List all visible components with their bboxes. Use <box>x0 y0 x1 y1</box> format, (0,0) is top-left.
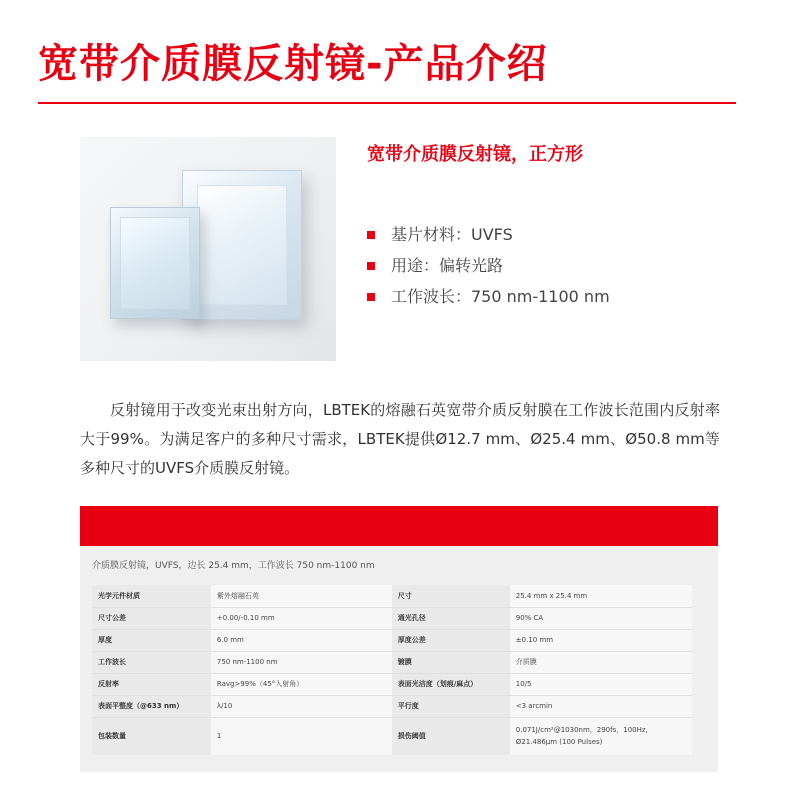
spec-label: 损伤阈值 <box>392 717 510 755</box>
feature-text: 基片材料：UVFS <box>391 225 513 244</box>
spec-label: 平行度 <box>392 695 510 717</box>
table-row <box>92 629 692 651</box>
spec-value: <3 arcmin <box>510 695 692 717</box>
spec-label: 包装数量 <box>92 717 211 755</box>
table-row <box>92 651 692 673</box>
spec-value: 1 <box>211 717 392 755</box>
spec-label: 表面光洁度（划痕/麻点） <box>392 673 510 695</box>
table-row <box>92 695 692 717</box>
product-photo <box>80 137 336 361</box>
title-divider <box>38 102 736 104</box>
spec-label: 工作波长 <box>92 651 211 673</box>
spec-label: 尺寸公差 <box>92 607 211 629</box>
table-row <box>92 673 692 695</box>
feature-text: 工作波长：750 nm-1100 nm <box>391 287 610 306</box>
spec-value: 90% CA <box>510 607 692 629</box>
table-row <box>92 585 692 607</box>
feature-item <box>367 284 610 315</box>
feature-text: 用途：偏转光路 <box>391 256 504 275</box>
bullet-icon <box>367 262 375 270</box>
feature-item <box>367 253 610 284</box>
bullet-icon <box>367 293 375 301</box>
spec-label: 镀膜 <box>392 651 510 673</box>
spec-value: 紫外熔融石英 <box>211 585 392 607</box>
spec-value: 750 nm-1100 nm <box>211 651 392 673</box>
spec-label: 厚度 <box>92 629 211 651</box>
spec-card-title: 介质膜反射镜，UVFS，边长 25.4 mm，工作波长 750 nm-1100 nm <box>92 561 375 571</box>
spec-table <box>92 585 692 755</box>
spec-value: 25.4 mm x 25.4 mm <box>510 585 692 607</box>
spec-value: Ravg>99%（45°入射角） <box>211 673 392 695</box>
feature-item <box>367 222 610 253</box>
spec-label: 表面平整度（@633 nm） <box>92 695 211 717</box>
damage-threshold-line-2: Ø21.486μm (100 Pulses) <box>515 738 603 747</box>
spec-card-header-bar <box>80 506 718 546</box>
spec-label: 尺寸 <box>392 585 510 607</box>
spec-value: λ/10 <box>211 695 392 717</box>
spec-value: 介质膜 <box>510 651 692 673</box>
spec-label: 光学元件材质 <box>92 585 211 607</box>
feature-list <box>367 222 610 315</box>
spec-value: 6.0 mm <box>211 629 392 651</box>
small-mirror-image <box>110 207 200 319</box>
spec-label: 反射率 <box>92 673 211 695</box>
page-title: 宽带介质膜反射镜-产品介绍 <box>38 41 548 87</box>
product-description: 反射镜用于改变光束出射方向，LBTEK的熔融石英宽带介质反射膜在工作波长范围内反射率大于99%。为满足客户的多种尺寸需求，LBTEK提供Ø12.7 mm、Ø25.4 mm、Ø50.8 mm等多种尺寸的UVFS介质膜反射镜。 <box>80 401 720 477</box>
spec-card <box>80 506 718 772</box>
spec-value: 10/5 <box>510 673 692 695</box>
damage-threshold-line-1: 0.071J/cm²@1030nm，290fs，100Hz, <box>515 726 648 735</box>
spec-label: 厚度公差 <box>392 629 510 651</box>
bullet-icon <box>367 231 375 239</box>
table-row <box>92 607 692 629</box>
spec-value: +0.00/-0.10 mm <box>211 607 392 629</box>
spec-label: 通光孔径 <box>392 607 510 629</box>
large-mirror-image <box>182 170 302 320</box>
product-name: 宽带介质膜反射镜，正方形 <box>367 144 583 165</box>
spec-value: ±0.10 mm <box>510 629 692 651</box>
spec-value-damage <box>510 717 692 755</box>
table-row <box>92 717 692 755</box>
